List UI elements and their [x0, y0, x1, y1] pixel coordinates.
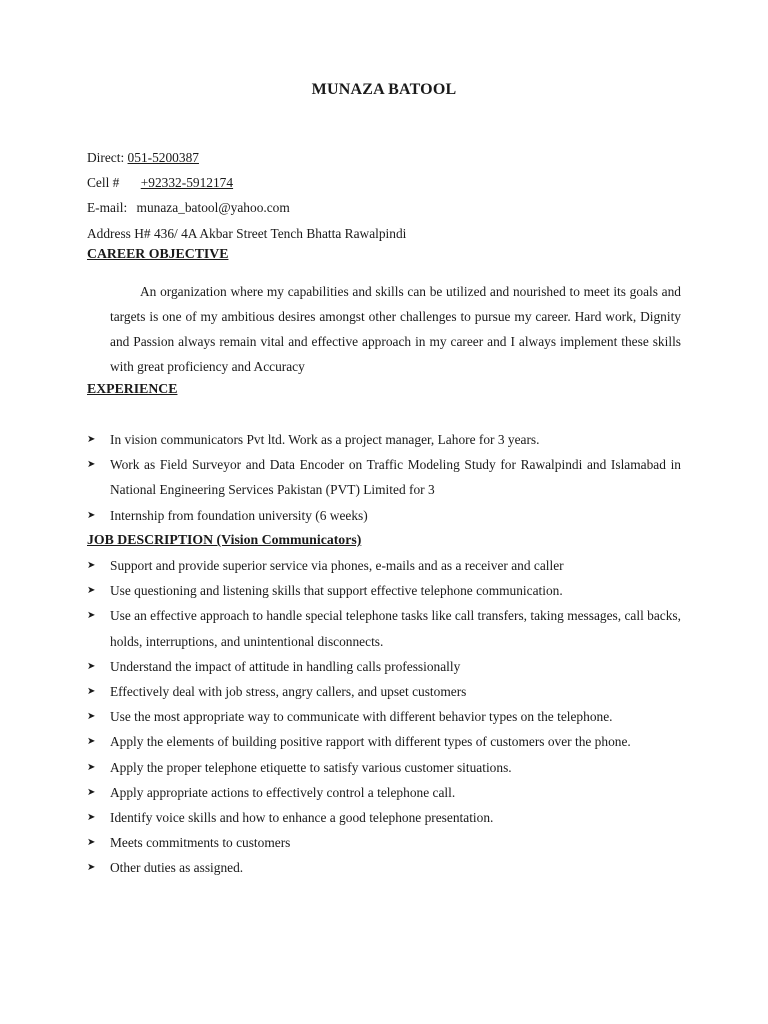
job-duty-item — [87, 729, 681, 754]
experience-item-text: In vision communicators Pvt ltd. Work as a project manager, Lahore for 3 years. — [110, 432, 540, 447]
email-line — [87, 195, 406, 220]
job-duty-item-text: Other duties as assigned. — [110, 860, 244, 876]
job-duty-item-text: Apply appropriate actions to effectively control a telephone call. — [110, 784, 456, 800]
job-duty-item — [87, 654, 681, 679]
job-description-list — [87, 553, 681, 881]
arrowhead-bullet-icon: ➤ — [87, 761, 96, 773]
job-duty-item — [87, 578, 681, 603]
job-duty-item-text: Meets commitments to customers — [110, 835, 291, 851]
experience-item — [87, 427, 681, 452]
career-objective-text — [110, 279, 681, 379]
experience-item-text: Work as Field Surveyor and Data Encoder on Traffic Modeling Study for Rawalpindi and Islamabad in National Engineering Services Pakistan (PVT) Limited for 3 — [110, 457, 681, 498]
experience-item-text: Internship from foundation university (6 weeks) — [110, 507, 368, 523]
experience-item — [87, 503, 681, 528]
job-duty-item — [87, 855, 681, 880]
arrowhead-bullet-icon: ➤ — [87, 660, 96, 672]
arrowhead-bullet-icon: ➤ — [87, 509, 96, 521]
arrowhead-bullet-icon: ➤ — [87, 837, 96, 849]
experience-heading: EXPERIENCE — [87, 381, 178, 396]
job-duty-item-text: Use questioning and listening skills that support effective telephone communication. — [110, 583, 563, 599]
job-duty-item-text: Support and provide superior service via phones, e-mails and as a receiver and caller — [110, 558, 564, 573]
job-duty-item — [87, 603, 681, 653]
candidate-name: MUNAZA BATOOL — [311, 81, 457, 98]
job-description-heading: JOB DESCRIPTION (Vision Communicators) — [87, 532, 362, 547]
job-duty-item — [87, 679, 681, 704]
career-objective-heading: CAREER OBJECTIVE — [87, 246, 229, 261]
job-duty-item-text: Apply the elements of building positive rapport with different types of customers over the phone. — [110, 734, 631, 750]
email-label: E-mail: — [87, 200, 128, 216]
arrowhead-bullet-icon: ➤ — [87, 812, 96, 824]
arrowhead-bullet-icon: ➤ — [87, 434, 96, 445]
direct-phone-line — [87, 145, 406, 170]
job-duty-item-text: Understand the impact of attitude in handling calls professionally — [110, 658, 461, 674]
arrowhead-bullet-icon: ➤ — [87, 560, 96, 571]
experience-item — [87, 452, 681, 502]
arrowhead-bullet-icon: ➤ — [87, 686, 96, 698]
job-duty-item — [87, 805, 681, 830]
job-duty-item — [87, 780, 681, 805]
job-duty-item — [87, 704, 681, 729]
email-value[interactable]: munaza_batool@yahoo.com — [136, 200, 290, 216]
job-duty-item-text: Use the most appropriate way to communicate with different behavior types on the telephone. — [110, 709, 613, 725]
cell-phone-label: Cell # — [87, 175, 120, 191]
arrowhead-bullet-icon: ➤ — [87, 459, 96, 471]
job-duty-item-text: Identify voice skills and how to enhance a good telephone presentation. — [110, 810, 494, 826]
arrowhead-bullet-icon: ➤ — [87, 786, 96, 798]
arrowhead-bullet-icon: ➤ — [87, 862, 96, 874]
arrowhead-bullet-icon: ➤ — [87, 585, 96, 597]
job-duty-item — [87, 830, 681, 855]
direct-phone-value[interactable]: 051-5200387 — [127, 150, 199, 165]
job-duty-item — [87, 755, 681, 780]
job-duty-item — [87, 553, 681, 578]
arrowhead-bullet-icon: ➤ — [87, 736, 96, 748]
career-objective-body: An organization where my capabilities and skills can be utilized and nourished to meet its goals and targets is one of my ambitious desires amongst other challenges to pursue my career. Hard work, Dignity and Passion always remain vital and effective approach in my career and I always implement these skills with great proficiency and Accuracy — [110, 284, 681, 374]
job-duty-item-text: Effectively deal with job stress, angry callers, and upset customers — [110, 684, 467, 700]
cell-phone-line — [87, 170, 406, 195]
job-duty-item-text: Apply the proper telephone etiquette to satisfy various customer situations. — [110, 759, 512, 775]
cell-phone-value[interactable]: +92332-5912174 — [140, 175, 234, 191]
arrowhead-bullet-icon: ➤ — [87, 610, 96, 622]
experience-list — [87, 427, 681, 528]
job-duty-item-text: Use an effective approach to handle special telephone tasks like call transfers, taking messages, call backs, holds, interruptions, and unintentional disconnects. — [110, 608, 681, 649]
contact-block — [87, 145, 406, 246]
address-line: Address H# 436/ 4A Akbar Street Tench Bhatta Rawalpindi — [87, 225, 407, 241]
arrowhead-bullet-icon: ➤ — [87, 711, 96, 723]
direct-phone-label: Direct: — [87, 150, 125, 165]
